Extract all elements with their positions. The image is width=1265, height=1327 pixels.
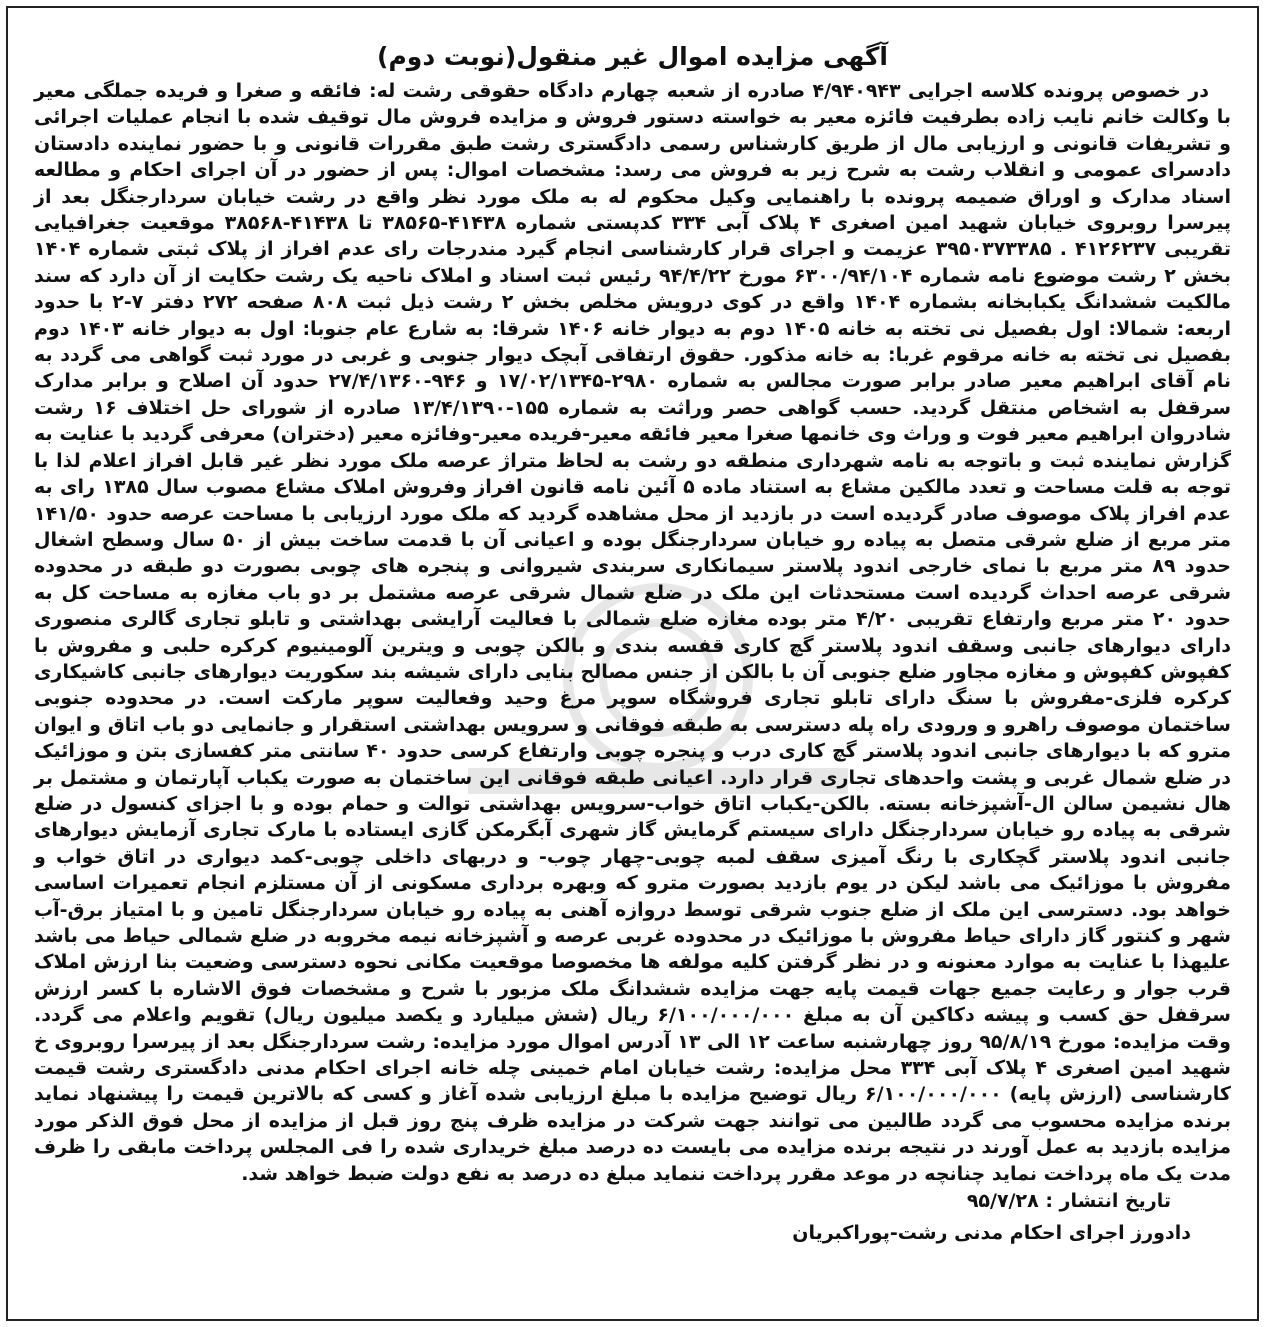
notice-title: آگهی مزایده اموال غیر منقول(نوبت دوم) — [377, 42, 888, 71]
publish-date: تاریخ انتشار : ۹۵/۷/۲۸ — [966, 1190, 1171, 1213]
signature: دادورز اجرای احکام مدنی رشت-پوراکبریان — [792, 1222, 1191, 1245]
notice-footer — [34, 1187, 1231, 1247]
notice-body — [34, 78, 1231, 1187]
notice-page — [6, 6, 1259, 1321]
notice-body-text: در خصوص پرونده کلاسه اجرایی ۴/۹۴۰۹۴۳ صادره از شعبه چهارم دادگاه حقوقی رشت له: فائقه و صغرا و فریده جملگی معیر با وکالت خانم نایب زاده بطرفیت فائزه معیر به خواسته دستور فروش و مزایده فروش مال توقیف شده با انجام عملیات اجرائی و تشریفات قانونی و ارزیابی مال از طریق کارشناس رسمی دادگستری رشت طبق مقررات قانونی و با حضور نماینده دادستان دادسرای عمومی و انقلاب رشت به شرح زیر به فروش می رسد: مشخصات اموال: پس از حضور در آن اجرای احکام و مطالعه اسناد مدارک و اوراق ضمیمه پرونده با راهنمایی وکیل محکوم له به ملک مورد نظر واقع در رشت خیابان سردارجنگل بعد از پیرسرا روبروی خیابان شهید امین اصغری ۴ پلاک آبی ۳۳۴ کدپستی شماره ۴۱۴۳۸-۳۸۵۶۵ تا ۴۱۴۳۸-۳۸۵۶۸ موقعیت جغرافیایی تقریبی ۴۱۲۶۲۳۷ . ۳۹۵۰۳۷۳۳۸۵ عزیمت و اجرای قرار کارشناسی انجام گیرد مندرجات رای عدم افراز از پلاک ثبتی شماره ۱۴۰۴ بخش ۲ رشت موضوع نامه شماره ۶۳۰۰/۹۴/۱۰۴ مورخ ۹۴/۴/۲۲ رئیس ثبت اسناد و املاک ناحیه یک رشت حکایت از آن دارد که سند مالکیت ششدانگ یکبابخانه بشماره ۱۴۰۴ واقع در کوی درویش مخلص بخش ۲ رشت ذیل ثبت ۸۰۸ صفحه ۲۷۲ دفتر ۷-۲ با حدود اربعه: شمالا: اول بفصیل نی تخته به خانه ۱۴۰۵ دوم به دیوار خانه ۱۴۰۶ شرقا: به شارع عام جنوبا: اول به دیوار خانه ۱۴۰۳ دوم بفصیل نی تخته به خانه مرقوم غربا: به خانه مذکور. حقوق ارتفاقی آبچک دیوار جنوبی و غربی در مورد ثبت گواهی می گردد به نام آقای ابراهیم معیر صادر برابر صورت مجالس به شماره ۲۹۸۰-۱۷/۰۲/۱۳۴۵ و ۹۴۶-۲۷/۴/۱۳۶۰ حدود آن اصلاح و برابر مدارک سرقفل به اشخاص منتقل گردید. حسب گواهی حصر وراثت به شماره ۱۵۵-۱۳/۴/۱۳۹۰ صادره از شورای حل اختلاف ۱۶ رشت شادروان ابراهیم معیر فوت و وراث وی خانمها صغرا معیر فائقه معیر-فریده معیر-وفائزه معیر (دختران) معرفی گردید با عنایت به گزارش نماینده ثبت و باتوجه به نامه شهرداری منطقه دو رشت به لحاظ متراژ عرصه ملک مورد نظر غیر قابل افراز اعلام لذا با توجه به قلت مساحت و تعدد مالکین مشاع به استناد ماده ۵ آئین نامه قانون افراز وفروش املاک مشاع مصوب سال ۱۳۸۵ رای به عدم افراز پلاک موصوف صادر گردیده است در بازدید از محل مشاهده گردید که ملک مورد ارزیابی با مساحت عرصه حدود ۱۴۱/۵۰ متر مربع از ضلع شرقی متصل به پیاده رو خیابان سردارجنگل بوده و اعیانی آن با قدمت ساخت بیش از ۵۰ سال وسطح اشغال حدود ۸۹ متر مربع با نمای خارجی اندود پلاستر سیمانکاری سربندی شیروانی و پنجره های چوبی بصورت دو طبقه در محدوده شرقی عرصه احداث گردیده است مستحدثات این ملک در ضلع شمال شرقی عرصه مشتمل بر دو باب مغازه به مساحت کل به حدود ۲۰ متر مربع وارتفاع تقریبی ۴/۲۰ متر بوده مغازه ضلع شمالی با فعالیت آرایشی بهداشتی و تابلو تجاری گالری منصوری دارای دیوارهای جانبی وسقف اندود پلاستر گچ کاری قفسه بندی و بالکن چوبی و ویترین آلومینیوم کرکره حلبی و مفروش با کفپوش کفپوش و مغازه مجاور ضلع جنوبی آن با بالکن از جنس مصالح بنایی دارای شیشه بند سکوریت دیوارهای جانبی کاشیکاری کرکره فلزی-مفروش با سنگ دارای تابلو تجاری فروشگاه سوپر مرغ وحید وفعالیت سوپر مارکت است. در محدوده جنوبی ساختمان موصوف راهرو و ورودی راه پله دسترسی به طبقه فوقانی و سرویس بهداشتی استقرار و جانمایی دو باب اتاق و ایوان مترو که با دیوارهای جانبی اندود پلاستر گچ کاری درب و پنجره چوبی وارتفاع کرسی حدود ۴۰ سانتی متر کفسازی بتن و موزائیک در ضلع شمال غربی و پشت واحدهای تجاری قرار دارد. اعیانی طبقه فوقانی این ساختمان به صورت یکباب آپارتمان و مشتمل بر هال نشیمن سالن ال-آشپزخانه بسته. بالکن-یکباب اتاق خواب-سرویس بهداشتی توالت و حمام بوده و با اجزای کنسول در ضلع شرقی به پیاده رو خیابان سردارجنگل دارای سیستم گرمایش گاز شهری آبگرمکن گازی ایستاده با مارک تجاری آزمایش دیوارهای جانبی اندود پلاستر گچکاری با رنگ آمیزی سقف لمبه چوبی-چهار چوب- و دربهای داخلی چوبی-کمد دیواری در اتاق خواب و مفروش با موزائیک می باشد لیکن در یوم بازدید بصورت مترو که وبهره برداری مسکونی از آن مستلزم انجام تعمیرات اساسی خواهد بود. دسترسی این ملک از ضلع جنوب شرقی توسط دروازه آهنی به پیاده رو خیابان سردارجنگل تامین و با امتیاز برق-آب شهر و کنتور گاز دارای حیاط مفروش با موزائیک در محدوده غربی عرصه و آشپزخانه نیمه مخروبه در ضلع شمالی حیاط می باشد علیهذا با عنایت به موارد معنونه و در نظر گرفتن کلیه مولفه ها مخصوصا موقعیت مکانی نحوه دسترسی وضعیت بنا ارزش املاک قرب جوار و رعایت جمیع جهات قیمت پایه جهت مزایده ششدانگ ملک مزبور با شرح و مشخصات فوق الاشاره با کسر ارزش سرقفل حق کسب و پیشه دکاکین آن به مبلغ ۶/۱۰۰/۰۰۰/۰۰۰ ریال (شش میلیارد و یکصد میلیون ریال) تقویم واعلام می گردد. وقت مزایده: مورخ ۹۵/۸/۱۹ روز چهارشنبه ساعت ۱۲ الی ۱۳ آدرس اموال مورد مزایده: رشت سردارجنگل بعد از پیرسرا روبروی خ شهید امین اصغری ۴ پلاک آبی ۳۳۴ محل مزایده: رشت خیابان امام خمینی چله خانه اجرای احکام مدنی دادگستری رشت قیمت کارشناسی (ارزش پایه) ۶/۱۰۰/۰۰۰/۰۰۰ ریال توضیح مزایده با مبلغ ارزیابی شده آغاز و کسی که بالاترین قیمت را پیشنهاد نماید برنده مزایده محسوب می گردد طالبین می توانند جهت شرکت در مزایده ظرف پنج روز قبل از مزایده از محل فوق الذکر مورد مزایده بازدید به عمل آورند در نتیجه برنده مزایده می بایست ده درصد مبلغ خریداری شده را فی المجلس پرداخت مابقی را ظرف مدت یک ماه پرداخت نماید چنانچه در موعد مقرر پرداخت ننماید مبلغ ده درصد به نفع دولت ضبط خواهد شد. — [34, 80, 1232, 1185]
